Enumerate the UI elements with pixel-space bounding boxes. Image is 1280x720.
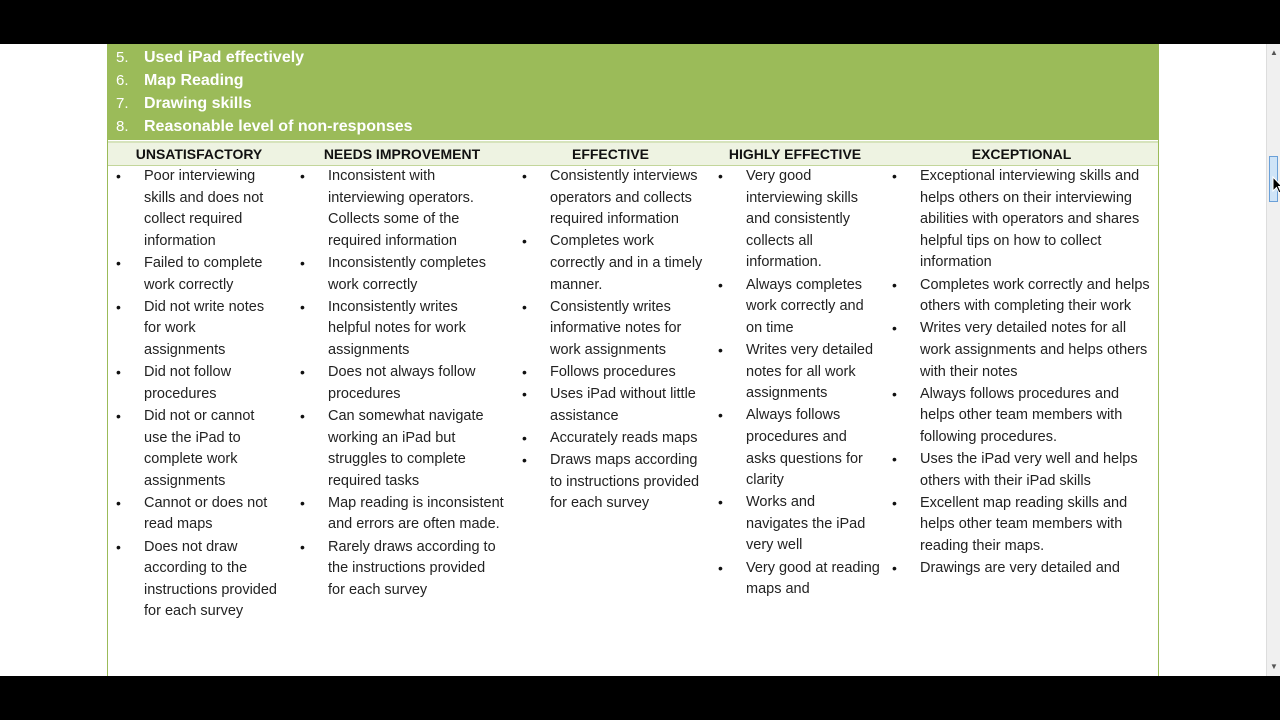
rubric-item (514, 166, 704, 231)
rubric-item-text: Exceptional interviewing skills and helps others on their interviewing abilities with operators and shares helpful tips on how to collect information (920, 168, 1140, 271)
rubric-item (884, 558, 1156, 580)
rubric-item (108, 406, 280, 492)
rubric-item (710, 558, 880, 601)
header-unsatisfactory: UNSATISFACTORY (135, 146, 263, 162)
bullet-icon: • (718, 494, 723, 511)
rubric-item (710, 275, 880, 340)
bullet-icon: • (522, 386, 527, 403)
column-effective (514, 166, 704, 516)
vertical-scrollbar[interactable] (1266, 44, 1280, 676)
bullet-icon: • (116, 364, 121, 381)
rubric-item (884, 166, 1156, 274)
bullet-icon: • (522, 298, 527, 315)
bullet-icon: • (300, 407, 305, 424)
rubric-item-text: Very good at reading maps and (746, 559, 880, 598)
rubric-item-text: Works and navigates the iPad very well (746, 494, 866, 554)
rubric-item-text: Did not follow procedures (144, 364, 232, 402)
rubric-item-text: Inconsistently writes helpful notes for work assignments (328, 298, 466, 358)
rubric-item (108, 297, 280, 362)
rubric-item-text: Completes work correctly and helps others with completing their work (920, 276, 1150, 315)
bullet-icon: • (718, 407, 723, 424)
rubric-item-text: Did not write notes for work assignments (144, 298, 265, 358)
rubric-item-text: Inconsistently completes work correctly (328, 254, 486, 293)
criterion-text: Reasonable level of non-responses (144, 118, 413, 135)
rubric-header-row (108, 141, 1158, 166)
scroll-down-arrow-icon[interactable]: ▼ (1270, 662, 1278, 671)
mouse-cursor-icon (1272, 176, 1280, 194)
bullet-icon: • (116, 168, 121, 184)
bullet-icon: • (116, 407, 121, 424)
rubric-item (292, 253, 504, 296)
header-effective: EFFECTIVE (571, 146, 649, 162)
rubric-item (292, 297, 504, 362)
bullet-icon: • (522, 233, 527, 250)
bullet-icon: • (718, 559, 723, 576)
bullet-icon: • (892, 494, 897, 511)
bullet-icon: • (522, 452, 527, 469)
criterion-number: 5. (116, 49, 129, 66)
bullet-icon: • (522, 364, 527, 381)
rubric-item (514, 450, 704, 515)
rubric-item (514, 231, 704, 296)
criterion-number: 7. (116, 95, 129, 112)
bullet-icon: • (718, 276, 723, 293)
bullet-icon: • (892, 276, 897, 293)
rubric-item (292, 493, 504, 536)
bullet-icon: • (300, 298, 305, 315)
rubric-item (710, 405, 880, 491)
rubric-item (108, 253, 280, 296)
criterion-number: 6. (116, 72, 129, 89)
bullet-icon: • (116, 254, 121, 271)
header-highly-effective: HIGHLY EFFECTIVE (728, 146, 862, 162)
rubric-item-text: Completes work correctly and in a timely manner. (550, 233, 703, 293)
bullet-icon: • (300, 494, 305, 511)
column-unsatisfactory (108, 166, 280, 624)
bullet-icon: • (718, 341, 723, 358)
bullet-icon: • (892, 451, 897, 468)
rubric-item (884, 449, 1156, 492)
bullet-icon: • (300, 168, 305, 184)
rubric-item-text: Cannot or does not read maps (144, 494, 268, 533)
rubric-item-text: Writes very detailed notes for all work assignments and helps others with their notes (920, 320, 1148, 380)
rubric-item-text: Uses iPad without little assistance (550, 386, 696, 424)
rubric-item-text: Map reading is inconsistent and errors are often made. (328, 494, 504, 533)
column-highly-effective (710, 166, 880, 601)
rubric-item-text: Uses the iPad very well and helps others with their iPad skills (920, 451, 1138, 489)
rubric-item-text: Consistently writes informative notes for work assignments (550, 298, 682, 358)
criterion-text: Map Reading (144, 72, 244, 89)
bullet-icon: • (892, 560, 897, 577)
rubric-item-text: Draws maps according to instructions provided for each survey (550, 452, 700, 512)
bullet-icon: • (522, 168, 527, 184)
rubric-item-text: Follows procedures (550, 364, 676, 381)
criterion-number: 8. (116, 118, 129, 135)
criteria-band (108, 44, 1158, 140)
bullet-icon: • (892, 168, 897, 184)
rubric-item-text: Always follows procedures and helps other team members with following procedures. (920, 385, 1123, 445)
rubric-item-text: Writes very detailed notes for all work assignments (746, 341, 874, 402)
rubric-item-text: Excellent map reading skills and helps other team members with reading their maps. (920, 494, 1128, 555)
rubric-item (514, 384, 704, 427)
rubric-item (292, 537, 504, 602)
document-viewport (0, 44, 1266, 676)
rubric-page (107, 44, 1159, 676)
rubric-item-text: Does not always follow procedures (328, 364, 476, 402)
rubric-item (292, 362, 504, 405)
bullet-icon: • (300, 254, 305, 271)
rubric-item (292, 406, 504, 492)
rubric-item (884, 275, 1156, 318)
rubric-item (108, 537, 280, 623)
bullet-icon: • (116, 538, 121, 555)
rubric-item-text: Drawings are very detailed and (920, 560, 1120, 577)
rubric-item (884, 384, 1156, 449)
rubric-item-text: Rarely draws according to the instructions provided for each survey (328, 538, 496, 598)
rubric-item-text: Accurately reads maps (550, 430, 698, 447)
bullet-icon: • (522, 430, 527, 447)
rubric-item-text: Consistently interviews operators and collects required information (550, 168, 698, 228)
header-exceptional: EXCEPTIONAL (971, 146, 1072, 162)
header-needs-improvement: NEEDS IMPROVEMENT (323, 146, 481, 162)
rubric-item-text: Inconsistent with interviewing operators. Collects some of the required information (328, 168, 474, 249)
rubric-item-text: Very good interviewing skills and consistently collects all information. (746, 168, 859, 271)
rubric-item-text: Failed to complete work correctly (144, 254, 263, 293)
rubric-item (884, 493, 1156, 558)
rubric-item (514, 428, 704, 450)
rubric-item-text: Can somewhat navigate working an iPad but struggles to complete required tasks (328, 407, 484, 489)
bullet-icon: • (116, 494, 121, 511)
rubric-item-text: Does not draw according to the instructions provided for each survey (144, 538, 277, 620)
column-exceptional (884, 166, 1156, 580)
criterion-text: Drawing skills (144, 95, 252, 112)
rubric-item (108, 362, 280, 405)
rubric-item (710, 340, 880, 405)
bullet-icon: • (892, 320, 897, 337)
rubric-item (514, 362, 704, 384)
rubric-item (710, 166, 880, 274)
bullet-icon: • (300, 364, 305, 381)
criterion-text: Used iPad effectively (144, 49, 305, 66)
rubric-item (108, 166, 280, 252)
rubric-item-text: Did not or cannot use the iPad to complete work assignments (144, 407, 255, 489)
scroll-up-arrow-icon[interactable]: ▲ (1270, 48, 1278, 57)
rubric-item (710, 492, 880, 557)
rubric-item (108, 493, 280, 536)
rubric-item (514, 297, 704, 362)
rubric-item (292, 166, 504, 252)
rubric-item-text: Always completes work correctly and on time (746, 276, 864, 336)
bullet-icon: • (718, 168, 723, 184)
rubric-item-text: Always follows procedures and asks questions for clarity (746, 407, 863, 489)
rubric-item (884, 318, 1156, 383)
bullet-icon: • (300, 538, 305, 555)
rubric-item-text: Poor interviewing skills and does not collect required information (144, 168, 264, 249)
column-needs-improvement (292, 166, 504, 602)
bullet-icon: • (892, 385, 897, 402)
bullet-icon: • (116, 298, 121, 315)
